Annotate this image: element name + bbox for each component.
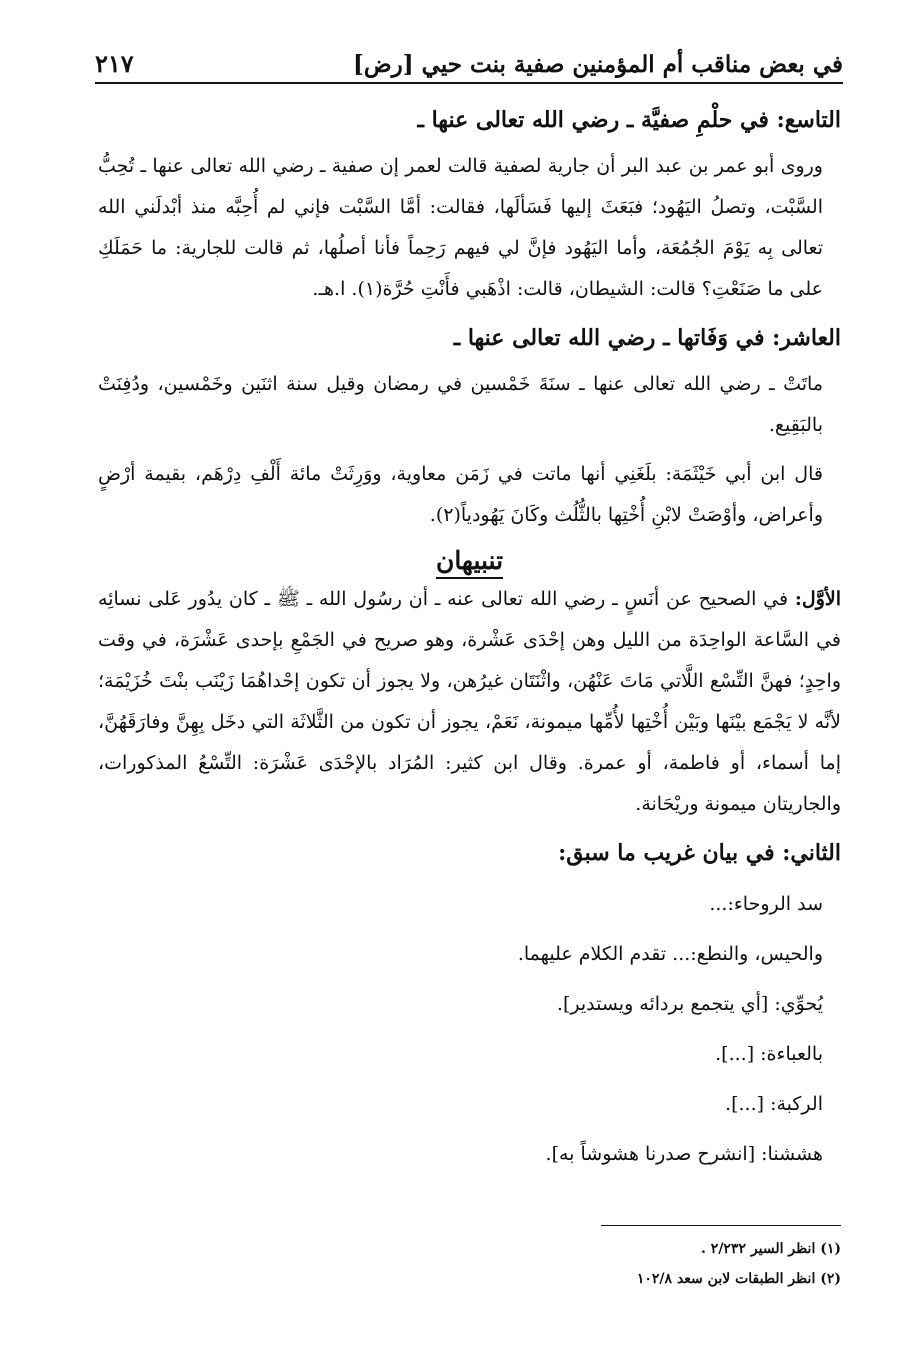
- second-notice-heading: الثاني: في بيان غريب ما سبق:: [558, 840, 841, 866]
- glossary-item: يُحوِّي: [أي يتجمع بردائه ويستدير].: [556, 993, 823, 1015]
- glossary-item: الركبة: [...].: [725, 1093, 823, 1115]
- tenth-section-text-2: قال ابن أبي خَيْثَمَة: بلَغَنِي أنها ماتت في زَمَن معاوية، ووَرِثَتْ مائة أَلْفِ دِرْهَم، بقيمة أرْضٍ وأعراض، وأوْصَتْ لابْنِ أُخْتِها بالثُّلُث وكَانَ يَهُودياً(٢).: [98, 463, 823, 526]
- ninth-section-heading: التاسع: في حلْمِ صفيَّة ـ رضي الله تعالى عنها ـ: [417, 107, 841, 133]
- ninth-section-text: وروى أبو عمر بن عبد البر أن جارية لصفية قالت لعمر إن صفية ـ رضي الله تعالى عنها ـ تُحِبُّ السَّبْت، وتصلُ اليَهُود؛ فبَعَثَ إليها فَسَألَها، فقالت: أمَّا السَّبْت فإني لم أُحِبَّه منذ أبْدلَني الله تعالى بِه يَوْمَ الجُمُعَة، وأما اليَهُود فإنَّ لي فيهم رَحِماً فأنا أصلُها، ثم قالت للجارية: ما حَمَلَكِ على ما صَنَعْتِ؟ قالت: الشيطان، قالت: اذْهَبي فأَنْتِ حُرَّة(١). ا.هـ.: [98, 155, 823, 300]
- running-header: [95, 40, 843, 84]
- first-notice-text: في الصحيح عن أنَسٍ ـ رضي الله تعالى عنه ـ أن رسُول الله ـ ﷺ ـ كان يدُور عَلى نسائِه في السَّاعة الواحِدَة من الليل وهن إحْدَى عَشْرة، وهو صريح في الجَمْعِ بإحدى عَشْرَة، في وقت واحِدٍ؛ فهنَّ التِّسْع اللَّاتي مَاتَ عَنْهُن، واثْنَتَان غيرُهن، ولا يجوز أن تكون إحْداهُمَا زَيْنَب بنْتَ خُزَيْمَة؛ لأنَّه لا يَجْمَع بيْنَها وبَيْن أُخْتِها لأُمِّها ميمونة، نَعَمْ، يجوز أن تكون من الثَّلاثَة التي دخَل بِهِنَّ وفارَقَهُنَّ، إما أسماء، أو فاطمة، أو عمرة. وقال ابن كثير: المُرَاد بالإحْدَى عَشْرَة: التِّسْعُ المذكورات، والجاريتان ميمونة وريْحَانة.: [98, 588, 841, 815]
- footnote-2: (٢) انظر الطبقات لابن سعد ١٠٢/٨: [636, 1271, 841, 1287]
- glossary-item: هششنا: [انشرح صدرنا هشوشاً به].: [545, 1143, 823, 1165]
- notices-title: [98, 546, 841, 575]
- footnotes: [601, 1225, 841, 1294]
- page-number: ٢١٧: [95, 49, 134, 78]
- glossary-item: بالعباءة: [...].: [715, 1043, 823, 1065]
- footnote-1: (١) انظر السير ٢/٢٣٢ .: [701, 1241, 841, 1257]
- tenth-section-text-1: ماتَتْ ـ رضي الله تعالى عنها ـ سنَةَ خَمْسين في رمضان وقيل سنة اثنَين وخَمْسين، ودُفِنَتْ بالبَقِيع.: [98, 373, 823, 436]
- notices-title-text: تنبيهان: [436, 546, 503, 579]
- running-title: في بعض مناقب أم المؤمنين صفية بنت حيي [رض]: [352, 51, 843, 78]
- glossary-item: والحيس، والنطع:... تقدم الكلام عليهما.: [517, 943, 823, 965]
- footnote-rule: [601, 1225, 841, 1226]
- first-notice-lead: الأوَّل:: [794, 588, 841, 610]
- glossary-item: سد الروحاء:...: [709, 893, 823, 915]
- page-body: [98, 92, 841, 1179]
- glossary-list: [98, 879, 841, 1179]
- first-notice: [98, 579, 841, 825]
- tenth-section-heading: العاشر: في وَفَاتها ـ رضي الله تعالى عنها ـ: [453, 325, 841, 351]
